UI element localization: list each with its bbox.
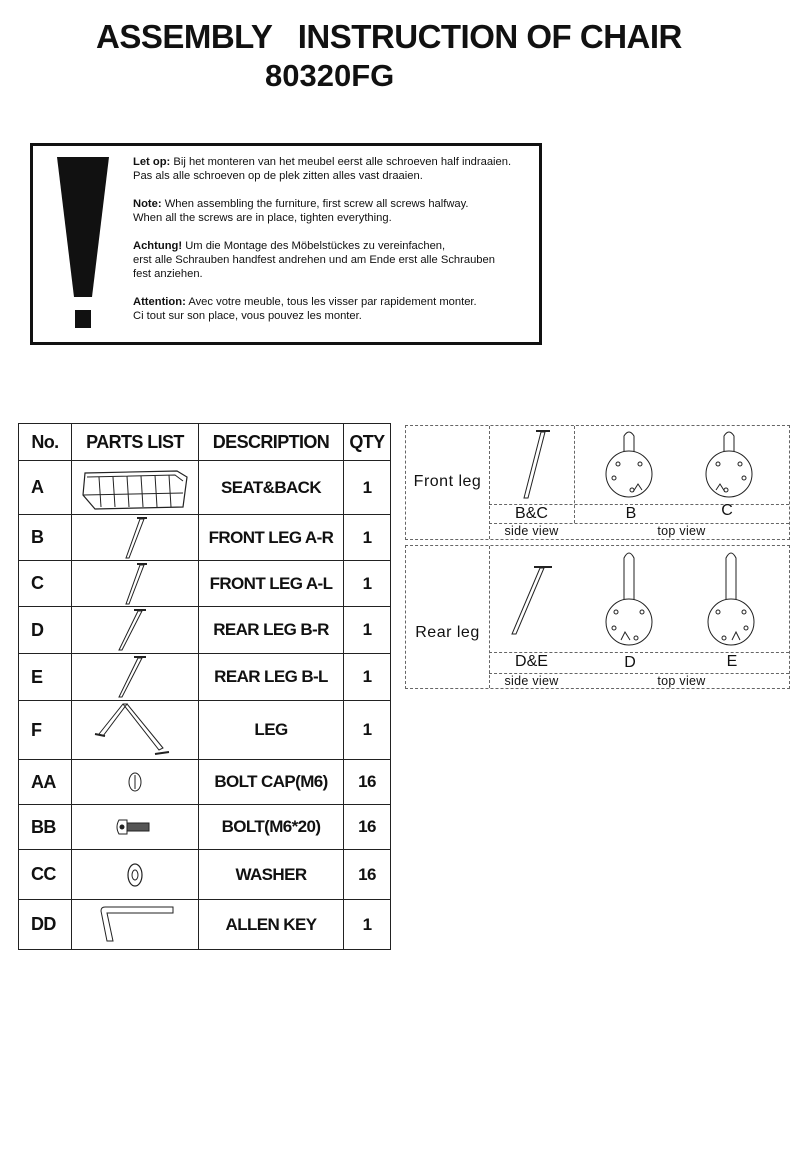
table-row: [19, 607, 391, 654]
washer-icon: [125, 861, 145, 889]
front-leg-icon: [115, 562, 155, 606]
table-row: [19, 850, 391, 900]
table-row: [19, 760, 391, 805]
header-parts-list: PARTS LIST: [72, 424, 199, 461]
bolt-cap-icon: [125, 770, 145, 794]
part-description: WASHER: [199, 850, 344, 900]
header-qty: QTY: [344, 424, 391, 461]
seat-back-icon: [79, 465, 191, 511]
part-qty: 1: [344, 654, 391, 701]
part-image: [72, 760, 199, 805]
rear-leg-label: Rear leg: [415, 624, 480, 641]
table-row: [19, 561, 391, 607]
part-description: REAR LEG B-L: [199, 654, 344, 701]
part-qty: 1: [344, 561, 391, 607]
part-description: BOLT(M6*20): [199, 805, 344, 850]
note-english: Note: When assembling the furniture, first screw all screws halfway. When all the screws are in place, tighten everything.: [133, 198, 469, 224]
front-leg-top-caption: top view: [657, 524, 706, 538]
part-qty: 16: [344, 760, 391, 805]
table-row: [19, 461, 391, 515]
table-header-row: [19, 424, 391, 461]
part-no: DD: [19, 900, 72, 950]
warning-box: [30, 143, 542, 345]
part-no: D: [19, 607, 72, 654]
rear-leg-top-code-d: D: [624, 654, 636, 671]
table-row: [19, 654, 391, 701]
part-image: [72, 607, 199, 654]
rear-leg-top-view-d: [602, 548, 656, 650]
front-leg-side-view: [514, 428, 554, 502]
rear-leg-diagram: [405, 545, 790, 689]
part-qty: 1: [344, 900, 391, 950]
part-image: [72, 654, 199, 701]
part-qty: 16: [344, 805, 391, 850]
part-no: C: [19, 561, 72, 607]
part-no: B: [19, 515, 72, 561]
front-leg-side-code: B&C: [515, 505, 548, 522]
note-dutch: Let op: Bij het monteren van het meubel eerst alle schroeven half indraaien. Pas als alle schroeven op de plek zitten alles vast draaien.: [133, 156, 512, 182]
part-qty: 1: [344, 515, 391, 561]
part-image: [72, 900, 199, 950]
part-image: [72, 805, 199, 850]
rear-leg-top-view-e: [704, 548, 758, 650]
part-qty: 1: [344, 607, 391, 654]
front-leg-label: Front leg: [413, 473, 482, 490]
part-no: AA: [19, 760, 72, 805]
front-leg-top-view-b: [602, 428, 656, 502]
part-description: FRONT LEG A-R: [199, 515, 344, 561]
front-leg-side-caption: side view: [504, 524, 559, 538]
part-no: F: [19, 701, 72, 760]
note-french: Attention: Avec votre meuble, tous les visser par rapidement monter. Ci tout sur son place, vous pouvez les monter.: [133, 296, 477, 322]
table-row: [19, 701, 391, 760]
front-leg-top-code-c: C: [721, 502, 733, 519]
part-no: E: [19, 654, 72, 701]
header-description: DESCRIPTION: [199, 424, 344, 461]
front-leg-icon: [115, 516, 155, 560]
part-image: [72, 561, 199, 607]
rear-leg-icon: [110, 608, 160, 652]
part-description: BOLT CAP(M6): [199, 760, 344, 805]
note-german: Achtung! Um die Montage des Möbelstückes zu vereinfachen, erst alle Schrauben handfest andrehen und am Ende erst alle Schrauben fest anziehen.: [133, 240, 495, 280]
part-description: SEAT&BACK: [199, 461, 344, 515]
bolt-icon: [115, 817, 155, 837]
model-number: 80320FG: [265, 58, 395, 93]
front-leg-top-view-c: [702, 428, 756, 502]
part-description: LEG: [199, 701, 344, 760]
header-no: No.: [19, 424, 72, 461]
parts-table: [18, 423, 391, 950]
rear-leg-side-code: D&E: [515, 653, 548, 670]
part-no: A: [19, 461, 72, 515]
part-image: [72, 850, 199, 900]
part-description: ALLEN KEY: [199, 900, 344, 950]
leg-frame-icon: [93, 702, 177, 758]
part-no: CC: [19, 850, 72, 900]
table-row: [19, 900, 391, 950]
exclamation-icon: [55, 155, 111, 331]
allen-key-icon: [93, 905, 177, 945]
part-description: REAR LEG B-R: [199, 607, 344, 654]
part-qty: 16: [344, 850, 391, 900]
part-qty: 1: [344, 461, 391, 515]
rear-leg-top-caption: top view: [657, 674, 706, 688]
part-image: [72, 515, 199, 561]
part-qty: 1: [344, 701, 391, 760]
part-no: BB: [19, 805, 72, 850]
document-title: ASSEMBLY INSTRUCTION OF CHAIR: [96, 18, 682, 55]
part-image: [72, 701, 199, 760]
part-description: FRONT LEG A-L: [199, 561, 344, 607]
front-leg-diagram: [405, 425, 790, 540]
rear-leg-side-caption: side view: [504, 674, 559, 688]
rear-leg-icon: [110, 655, 160, 699]
rear-leg-top-code-e: E: [726, 653, 738, 670]
table-row: [19, 515, 391, 561]
front-leg-top-code-b: B: [625, 505, 637, 522]
part-image: [72, 461, 199, 515]
table-row: [19, 805, 391, 850]
rear-leg-side-view: [504, 564, 558, 638]
